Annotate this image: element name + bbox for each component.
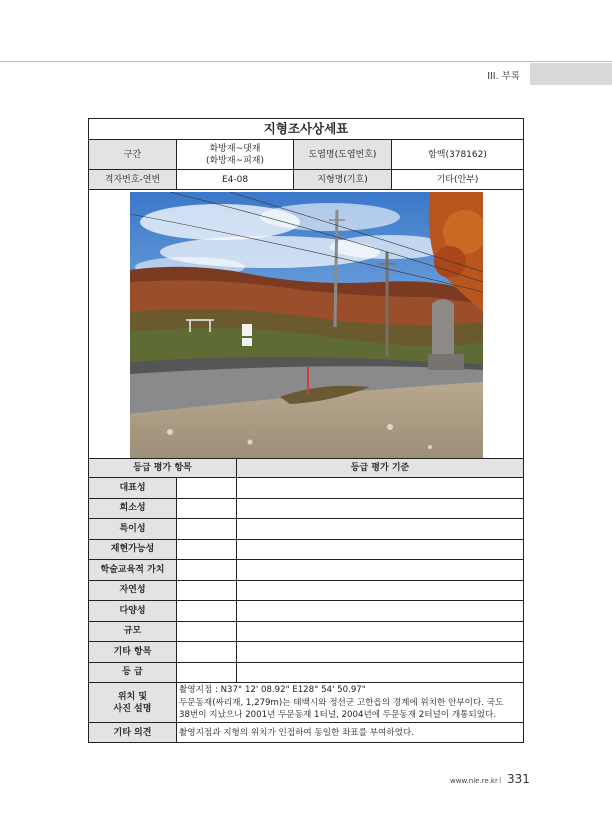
- eval-score-cell: [177, 499, 237, 519]
- eval-criteria-cell: [237, 622, 523, 642]
- location-text-line2: 38번이 지났으나 2001년 두문동재 1터널, 2004년에 두문동재 2터널이 개통되었다.: [179, 710, 497, 720]
- header-tab-block: [530, 63, 612, 85]
- section-value-line2: (화방재~피재): [205, 155, 265, 166]
- eval-row: [89, 540, 523, 561]
- eval-item-label: 규모: [89, 622, 177, 642]
- eval-header-item: 등급 평가 항목: [89, 459, 237, 477]
- page-number: 331: [507, 772, 530, 786]
- eval-criteria-cell: [237, 581, 523, 601]
- eval-score-cell: [177, 478, 237, 498]
- eval-criteria-cell: [237, 642, 523, 662]
- site-photo: [130, 192, 483, 458]
- note-row: [89, 723, 523, 742]
- section-value: [177, 140, 294, 169]
- grid-row: [89, 170, 523, 190]
- eval-score-cell: [177, 519, 237, 539]
- eval-score-cell: [177, 601, 237, 621]
- grid-value: E4-08: [177, 170, 294, 189]
- eval-item-label: 다양성: [89, 601, 177, 621]
- eval-score-cell: [177, 622, 237, 642]
- eval-score-cell: [177, 560, 237, 580]
- survey-sheet: [88, 118, 524, 743]
- eval-row-grade: [89, 663, 523, 684]
- location-label-line1: 위치 및: [117, 691, 148, 702]
- landform-label: 지형명(기호): [294, 170, 392, 189]
- location-coords: 촬영지점 : N37° 12' 08.92" E128° 54' 50.97": [179, 685, 366, 695]
- landform-value: 기타(안부): [436, 174, 479, 185]
- eval-score-cell: [177, 540, 237, 560]
- section-row: [89, 140, 523, 170]
- eval-item-label: 재현가능성: [89, 540, 177, 560]
- sheet-title: 지형조사상세표: [89, 119, 523, 140]
- location-label-line2: 사진 설명: [113, 703, 152, 714]
- eval-criteria-cell: [237, 601, 523, 621]
- photo-cell: [89, 190, 523, 459]
- eval-item-label: 학술교육적 가치: [89, 560, 177, 580]
- eval-row: [89, 622, 523, 643]
- location-description: [177, 683, 523, 722]
- eval-item-label: 특이성: [89, 519, 177, 539]
- eval-row: [89, 581, 523, 602]
- eval-row: [89, 642, 523, 663]
- eval-criteria-cell: [237, 519, 523, 539]
- eval-item-label: 기타 항목: [89, 642, 177, 662]
- eval-item-label: 대표성: [89, 478, 177, 498]
- eval-row: [89, 478, 523, 499]
- eval-criteria-cell: [237, 560, 523, 580]
- eval-row: [89, 560, 523, 581]
- eval-row: [89, 519, 523, 540]
- eval-criteria-cell: [237, 663, 523, 683]
- eval-score-cell: [177, 581, 237, 601]
- eval-score-cell: [177, 663, 237, 683]
- header-rule: [0, 61, 612, 62]
- map-sheet-value: 함백(378162): [428, 149, 487, 160]
- section-value-line1: 화방재~댓재: [209, 143, 261, 154]
- footer-separator: I: [499, 776, 502, 785]
- location-text-line1: 두문동재(싸리재, 1,279m)는 태백시와 정선군 고한읍의 경계에 위치한 안부이다. 국도: [179, 697, 504, 708]
- eval-criteria-cell: [237, 499, 523, 519]
- section-label: III. 부록: [487, 71, 520, 82]
- footer-url: www.nie.re.kr: [450, 777, 498, 785]
- location-row: [89, 683, 523, 723]
- note-label: 기타 의견: [89, 723, 177, 742]
- eval-row: [89, 601, 523, 622]
- eval-header-row: [89, 459, 523, 478]
- eval-item-label: 자연성: [89, 581, 177, 601]
- eval-criteria-cell: [237, 478, 523, 498]
- eval-header-criteria: 등급 평가 기준: [350, 463, 410, 473]
- grade-label: 등 급: [89, 663, 177, 683]
- eval-item-label: 희소성: [89, 499, 177, 519]
- location-label: [89, 683, 177, 722]
- section-label: 구간: [89, 140, 177, 169]
- eval-criteria-cell: [237, 540, 523, 560]
- note-value: 촬영지점과 지형의 위치가 인접하여 동일한 좌표를 부여하였다.: [179, 727, 414, 738]
- eval-row: [89, 499, 523, 520]
- eval-score-cell: [177, 642, 237, 662]
- map-sheet-label: 도엽명(도엽번호): [294, 140, 392, 169]
- grid-label: 격자번호-연번: [89, 170, 177, 189]
